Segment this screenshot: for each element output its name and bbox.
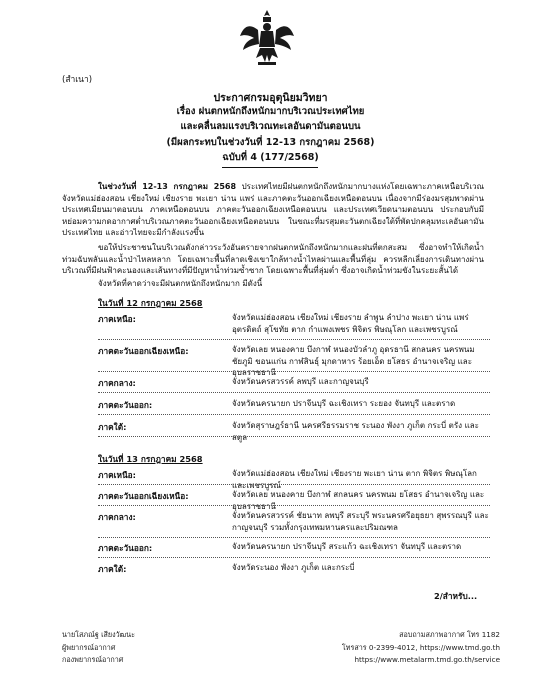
footer-left-line-2: ผู้พยากรณ์อากาศ [62, 642, 116, 652]
footer-phone: สอบถามสภาพอากาศ โทร 1182 [399, 630, 500, 639]
region-provinces: จังหวัดนครสวรรค์ ชัยนาท ลพบุรี สระบุรี พระนครศรีอยุธยา สุพรรณบุรี และกาญจนบุรี รวมทั้งกรุงเทพมหานครและปริมณฑล [232, 511, 489, 532]
announcement-title: ประกาศกรมอุตุนิยมวิทยา [213, 92, 328, 104]
footer-signatory [62, 629, 135, 667]
row-divider [98, 484, 490, 485]
region-label: ภาคตะวันออกเฉียงเหนือ: [98, 346, 189, 356]
region-provinces: จังหวัดแม่ฮ่องสอน เชียงใหม่ เชียงราย พะเยา น่าน ตาก พิจิตร พิษณุโลก และเพชรบูรณ์ [232, 469, 477, 490]
paragraph-1-text: ประเทศไทยมีฝนตกหนักถึงหนักมากบางแห่งโดยเฉพาะภาคเหนือบริเวณจังหวัดแม่ฮ่องสอน เชียงใหม่ เชียงราย พะเยา น่าน แพร่ และภาคตะวันออกเฉียงเหนือตอนบน เนื่องจากมีร่องมรสุมพาดผ่านประเทศเมียนมาตอนบน ภาคเหนือตอนบน ภาคตะวันออกเฉียงเหนือตอนบน และประเทศเวียดนามตอนบน ประกอบกับมีหย่อมความกดอากาศต่ำบริเวณภาคตะวันออกเฉียงเหนือตอนบน ในขณะที่มรสุมตะวันตกเฉียงใต้ที่พัดปกคลุมทะเลอันดามัน ประเทศไทย และอ่าวไทยจะมีกำลังแรงขึ้น [62, 182, 484, 237]
row-divider [98, 414, 490, 415]
footer-service-link: https://www.metalarm.tmd.go.th/service [354, 655, 500, 664]
region-provinces: จังหวัดนครสวรรค์ ลพบุรี และกาญจนบุรี [232, 377, 369, 386]
subject-line-1: เรื่อง ฝนตกหนักถึงหนักมากบริเวณประเทศไทย [176, 106, 365, 117]
paragraph-3: จังหวัดที่คาดว่าจะมีฝนตกหนักถึงหนักมาก มีดังนี้ [98, 279, 263, 288]
effect-period: (มีผลกระทบในช่วงวันที่ 12-13 กรกฎาคม 2568) [166, 137, 375, 148]
date-heading-day-1: ในวันที่ 12 กรกฎาคม 2568 [98, 298, 203, 308]
paragraph-1 [62, 181, 484, 239]
paragraph-1-lead: ในช่วงวันที่ 12-13 กรกฎาคม 2568 [98, 182, 237, 191]
region-provinces: จังหวัดสุราษฎร์ธานี นครศรีธรรมราช ระนอง พังงา ภูเก็ต กระบี่ ตรัง และสตูล [232, 421, 479, 442]
footer-left-line-1: นายโสภณ์ฐ เสียงวัฒนะ [62, 630, 135, 639]
region-label: ภาคกลาง: [98, 378, 136, 388]
region-label: ภาคกลาง: [98, 512, 136, 522]
issue-number: ฉบับที่ 4 (177/2568) [222, 152, 319, 163]
row-divider [98, 339, 490, 340]
row-divider [98, 537, 490, 538]
row-divider [98, 392, 490, 393]
row-divider [98, 371, 490, 372]
footer-left-line-3: กองพยากรณ์อากาศ [62, 655, 124, 664]
region-provinces: จังหวัดเลย หนองคาย บึงกาฬ สกลนคร นครพนม ยโสธร อำนาจเจริญ และอุบลราชธานี [232, 490, 485, 511]
copy-mark: (สำเนา) [62, 75, 93, 85]
row-divider [98, 505, 490, 506]
region-label: ภาคใต้: [98, 422, 127, 432]
region-label: ภาคตะวันออก: [98, 400, 153, 410]
row-divider [98, 557, 490, 558]
continuation-note: 2/สำหรับ... [434, 591, 478, 601]
subject-line-2: และคลื่นลมแรงบริเวณทะเลอันดามันตอนบน [180, 121, 361, 132]
paragraph-2: ขอให้ประชาชนในบริเวณดังกล่าวระวังอันตรายจากฝนตกหนักถึงหนักมากและฝนที่ตกสะสม ซึ่งอาจทำให้เกิดน้ำท่วมฉับพลันและน้ำป่าไหลหลาก โดยเฉพาะพื้นที่ลาดเชิงเขาใกล้ทางน้ำไหลผ่านและพื้นที่ลุ่ม ควรหลีกเลี่ยงการเดินทางผ่านบริเวณที่มีฝนฟ้าคะนองและเส้นทางที่มีปัญหาน้ำท่วมซ้ำซาก โดยเฉพาะพื้นที่ลุ่มต่ำ ซึ่งอาจเกิดน้ำท่วมขังในระยะสั้นได้ [62, 243, 484, 275]
region-label: ภาคตะวันออก: [98, 543, 153, 553]
region-label: ภาคเหนือ: [98, 470, 136, 480]
row-divider [98, 436, 490, 437]
region-provinces: จังหวัดนครนายก ปราจีนบุรี ฉะเชิงเทรา ระยอง จันทบุรี และตราด [232, 399, 456, 408]
region-label: ภาคใต้: [98, 564, 127, 574]
footer-contact [320, 629, 500, 667]
region-label: ภาคตะวันออกเฉียงเหนือ: [98, 491, 189, 501]
region-provinces: จังหวัดระนอง พังงา ภูเก็ต และกระบี่ [232, 563, 355, 572]
header-divider [222, 167, 318, 168]
region-provinces: จังหวัดนครนายก ปราจีนบุรี สระแก้ว ฉะเชิงเทรา จันทบุรี และตราด [232, 542, 462, 551]
garuda-emblem-icon [238, 8, 296, 70]
footer-fax-website: โทรสาร 0-2399-4012, https://www.tmd.go.th [341, 642, 500, 652]
region-provinces: จังหวัดเลย หนองคาย บึงกาฬ หนองบัวลำภู อุดรธานี สกลนคร นครพนม ชัยภูมิ ขอนแก่น กาฬสินธุ์ มุกดาหาร ร้อยเอ็ด ยโสธร อำนาจเจริญ และอุบลราชธานี [232, 345, 475, 377]
region-provinces: จังหวัดแม่ฮ่องสอน เชียงใหม่ เชียงราย ลำพูน ลำปาง พะเยา น่าน แพร่ อุตรดิตถ์ สุโขทัย ตาก กำแพงเพชร พิจิตร พิษณุโลก และเพชรบูรณ์ [232, 313, 469, 334]
date-heading-day-2: ในวันที่ 13 กรกฎาคม 2568 [98, 454, 203, 464]
region-label: ภาคเหนือ: [98, 314, 136, 324]
